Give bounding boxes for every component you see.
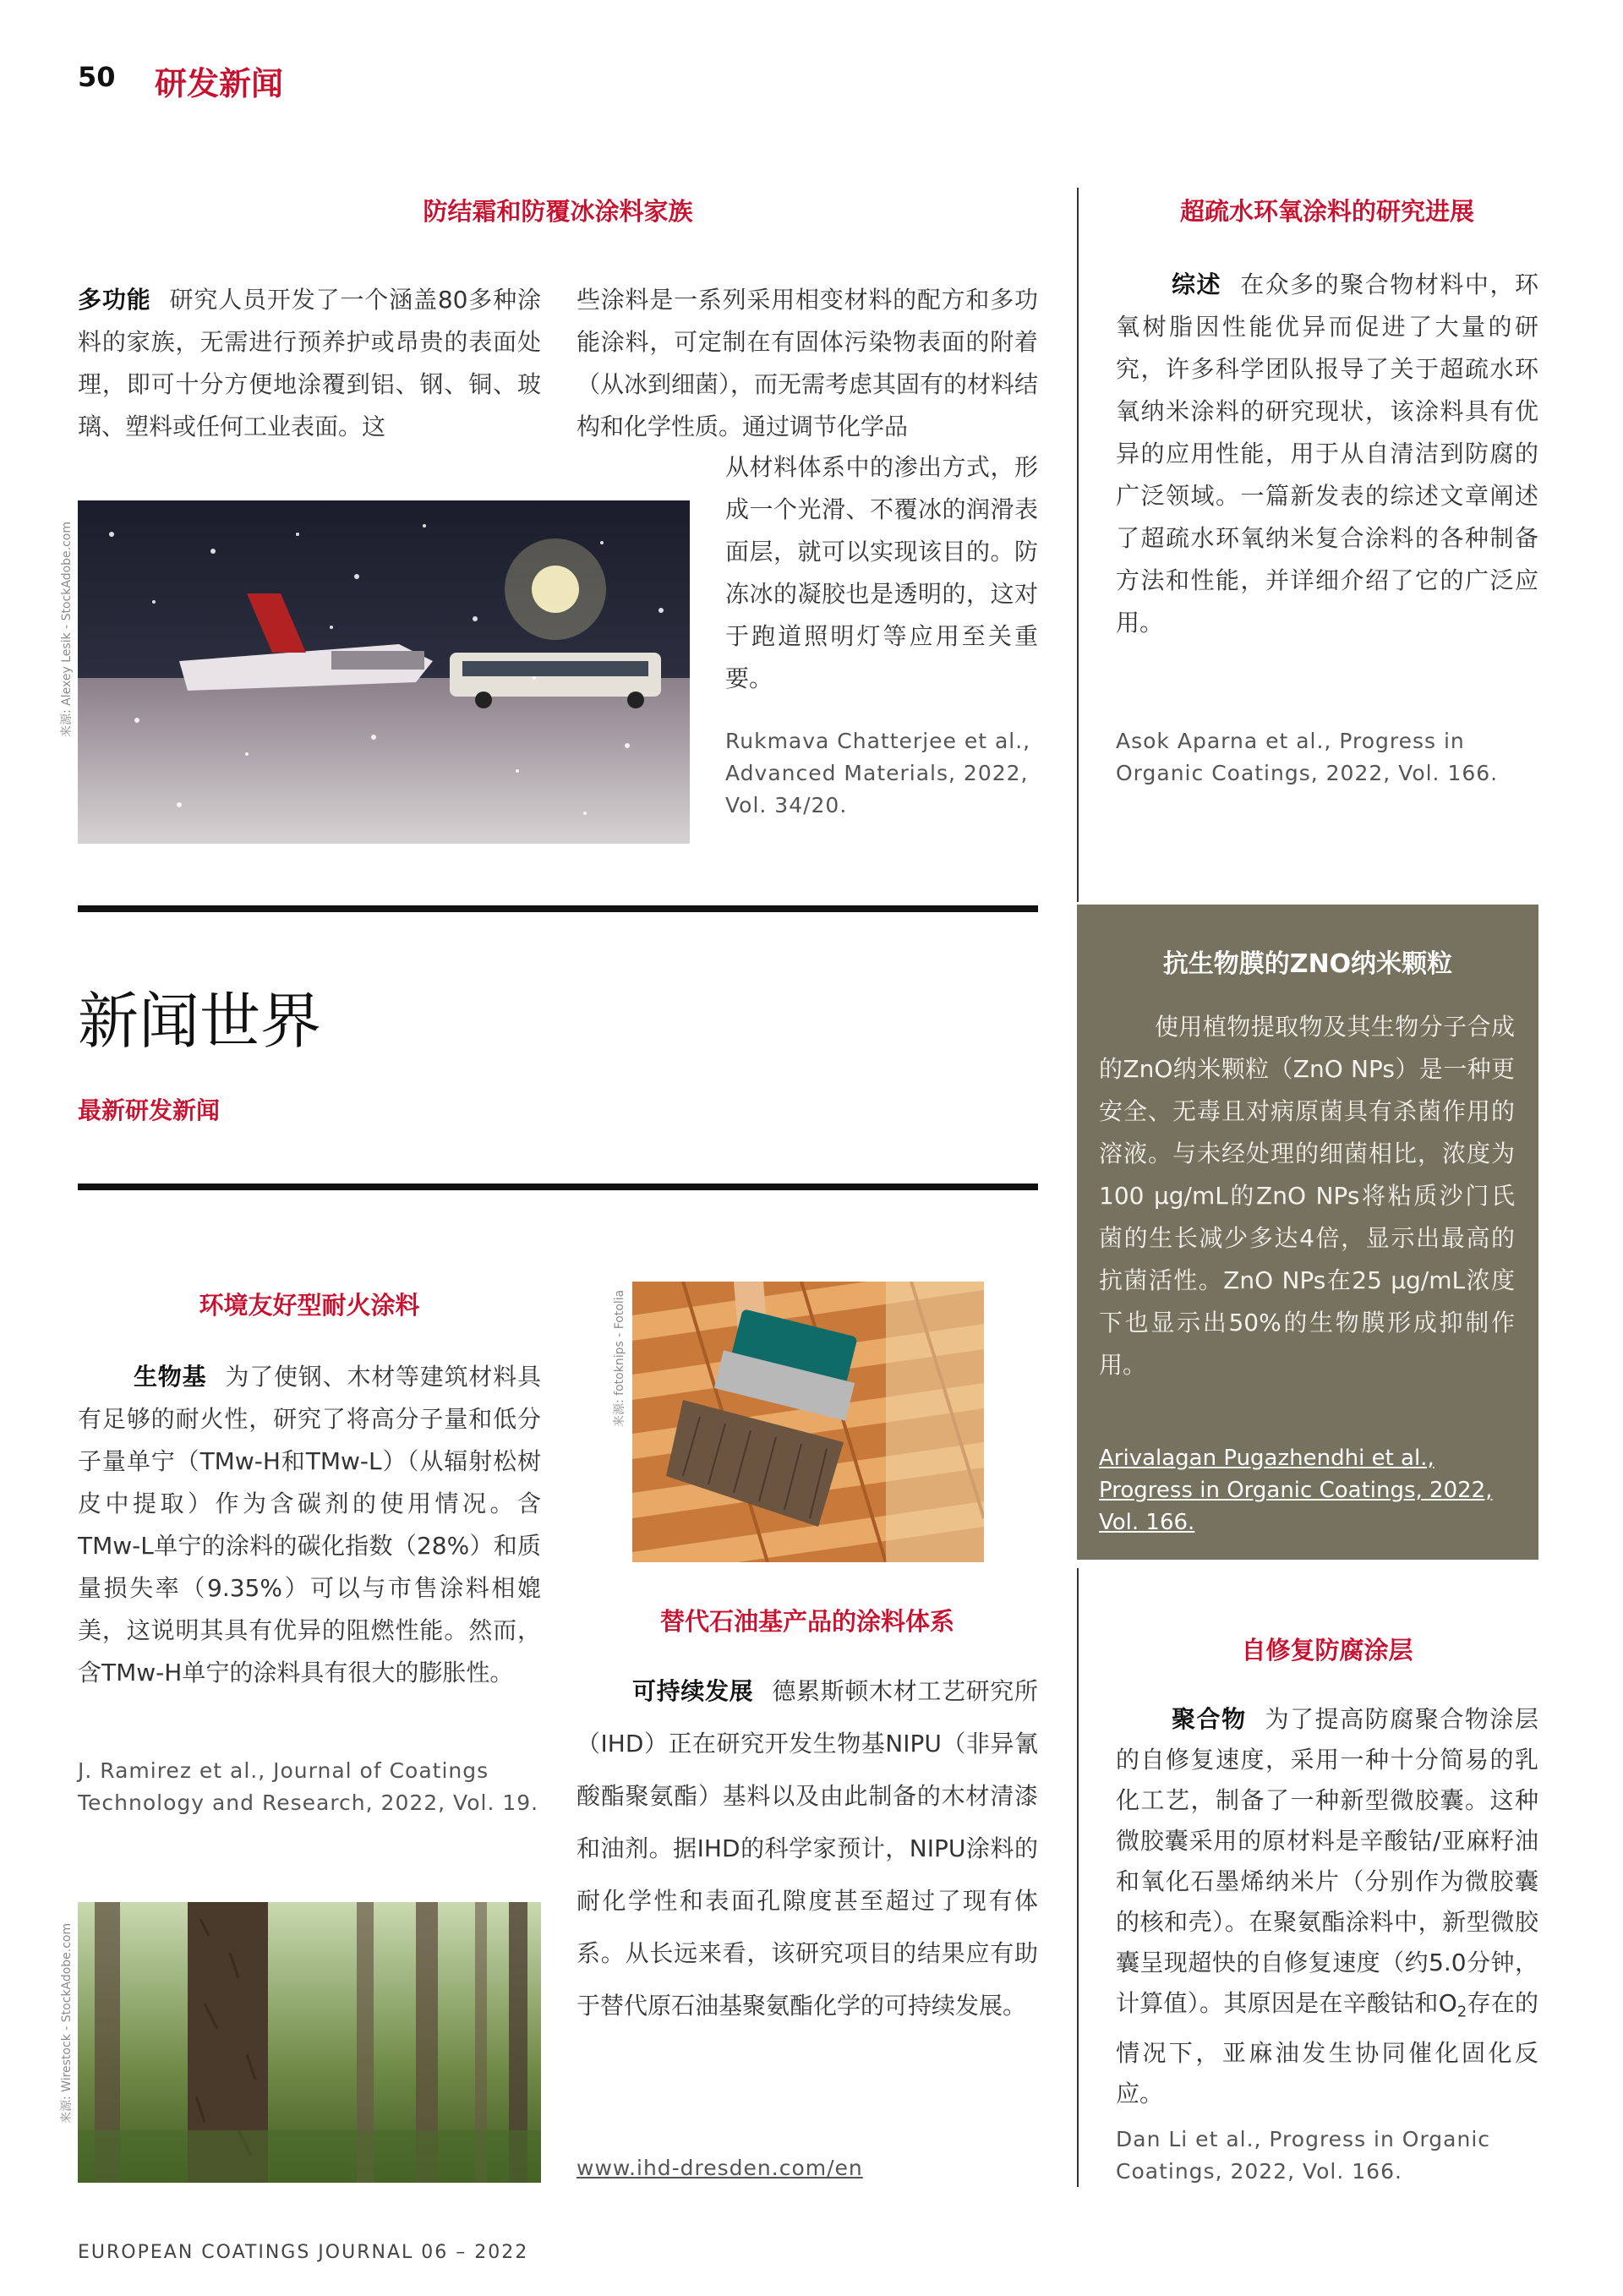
citation: J. Ramirez et al., Journal of Coatings Technology and Research, 2022, Vol. 19.: [78, 1758, 539, 1815]
article-body: 聚合物 为了提高防腐聚合物涂层的自修复速度，采用一种十分简易的乳化工艺，制备了一种新型微胶囊。这种微胶囊采用的原材料是辛酸钴/亚麻籽油和氧化石墨烯纳米片（分别作为微胶囊的核和壳）。在聚氨酯涂料中，新型微胶囊呈现超快的自修复速度（约5.0分钟，计算值）。其原因是在辛酸钴和$O_2$存在的情况下，亚麻油发生协同催化固化反应。: [1116, 1705, 1538, 2107]
lead-word: 多功能: [78, 286, 151, 314]
article-body-col2: 些涂料是一系列采用相变材料的配方和多功能涂料，可定制在有固体污染物表面的附着（从冰到细菌），而无需考虑其固有的材料结构和化学性质。通过调节化学品: [577, 286, 1039, 440]
citation: Asok Aparna et al., Progress in Organic Coatings, 2022, Vol. 166.: [1116, 729, 1499, 785]
section-subheading: 最新研发新闻: [78, 1096, 221, 1124]
article-title: 抗生物膜的ZNO纳米颗粒: [1162, 949, 1453, 979]
column-divider-lower: [1077, 1568, 1079, 2187]
brush-wood-photo: [632, 1282, 984, 1562]
article-title: 替代石油基产品的涂料体系: [659, 1607, 954, 1636]
subscript: 2: [1456, 2003, 1467, 2021]
section-heading: 新闻世界: [78, 986, 322, 1057]
rule: [78, 905, 1038, 912]
article-title: 环境友好型耐火涂料: [199, 1291, 420, 1320]
citation: Arivalagan Pugazhendhi et al., Progress in Organic Coatings, 2022, Vol. 166.: [1099, 1446, 1493, 1535]
airport-snow-photo: [78, 500, 690, 844]
article-body: 多功能 研究人员开发了一个涵盖80多种涂料的家族，无需进行预养护或昂贵的表面处理，即可十分方便地涂覆到铝、钢、铜、玻璃、塑料或任何工业表面。这: [78, 286, 541, 440]
page-number: 50: [78, 61, 116, 93]
article-title: 超疏水环氧涂料的研究进展: [1179, 197, 1474, 226]
article-body: 生物基 为了使钢、木材等建筑材料具有足够的耐火性，研究了将高分子量和低分子量单宁（TMw-H和TMw-L）（从辐射松树皮中提取）作为含碳剂的使用情况。含TMw-L单宁的涂料的碳化指数（28%）和质量损失率（9.35%）可以与市售涂料相媲美，这说明其具有优异的阻燃性能。然而，含TMw-H单宁的涂料具有很大的膨胀性。: [78, 1363, 541, 1686]
rule: [78, 1184, 1038, 1190]
photo-credit: 来源: Wirestock - StockAdobe.com: [60, 1922, 74, 2124]
article-body: 综述 在众多的聚合物材料中，环氧树脂因性能优异而促进了大量的研究，许多科学团队报导了关于超疏水环氧纳米涂料的研究现状，该涂料具有优异的应用性能，用于从自清洁到防腐的广泛领域。一篇新发表的综述文章阐述了超疏水环氧纳米复合涂料的各种制备方法和性能，并详细介绍了它的广泛应用。: [1116, 271, 1538, 637]
lead-word: 综述: [1172, 271, 1222, 298]
article-title: 自修复防腐涂层: [1241, 1636, 1413, 1665]
section-title: 研发新闻: [155, 65, 284, 102]
article-body: 使用植物提取物及其生物分子合成的ZnO纳米颗粒（ZnO NPs）是一种更安全、无毒且对病原菌具有杀菌作用的溶液。与未经处理的细菌相比，浓度为100 μg/mL的ZnO NPs将粘质沙门氏菌的生长减少多达4倍，显示出最高的抗菌活性。ZnO NPs在25 μg/mL浓度下也显示出50%的生物膜形成抑制作用。: [1099, 1013, 1515, 1379]
article-body: 可持续发展 德累斯顿木材工艺研究所（IHD）正在研究开发生物基NIPU（非异氰酸酯聚氨酯）基料以及由此制备的木材清漆和油剂。据IHD的科学家预计，NIPU涂料的耐化学性和表面孔隙度甚至超过了现有体系。从长远来看，该研究项目的结果应有助于替代原石油基聚氨酯化学的可持续发展。: [577, 1677, 1038, 2020]
citation: Rukmava Chatterjee et al., Advanced Materials, 2022, Vol. 34/20.: [725, 729, 1031, 817]
lead-word: 聚合物: [1172, 1705, 1247, 1733]
photo-credit: 来源: fotoknips - Fotolia: [613, 1289, 626, 1427]
lead-word: 生物基: [134, 1363, 207, 1391]
reference-link[interactable]: www.ihd-dresden.com/en: [577, 2156, 863, 2180]
footer-journal: EUROPEAN COATINGS JOURNAL 06 – 2022: [78, 2242, 529, 2263]
lead-word: 可持续发展: [632, 1677, 754, 1705]
article-body-col2-cont: 从材料体系中的渗出方式，形成一个光滑、不覆冰的润滑表面层，就可以实现该目的。防冻冰的凝胶也是透明的，这对于跑道照明灯等应用至关重要。: [725, 453, 1038, 692]
forest-photo: [78, 1902, 541, 2183]
column-divider: [1077, 188, 1079, 902]
photo-credit: 来源: Alexey Lesik - StockAdobe.com: [60, 522, 74, 737]
citation: Dan Li et al., Progress in Organic Coatings, 2022, Vol. 166.: [1116, 2127, 1491, 2184]
article-title: 防结霜和防覆冰涂料家族: [423, 197, 693, 226]
